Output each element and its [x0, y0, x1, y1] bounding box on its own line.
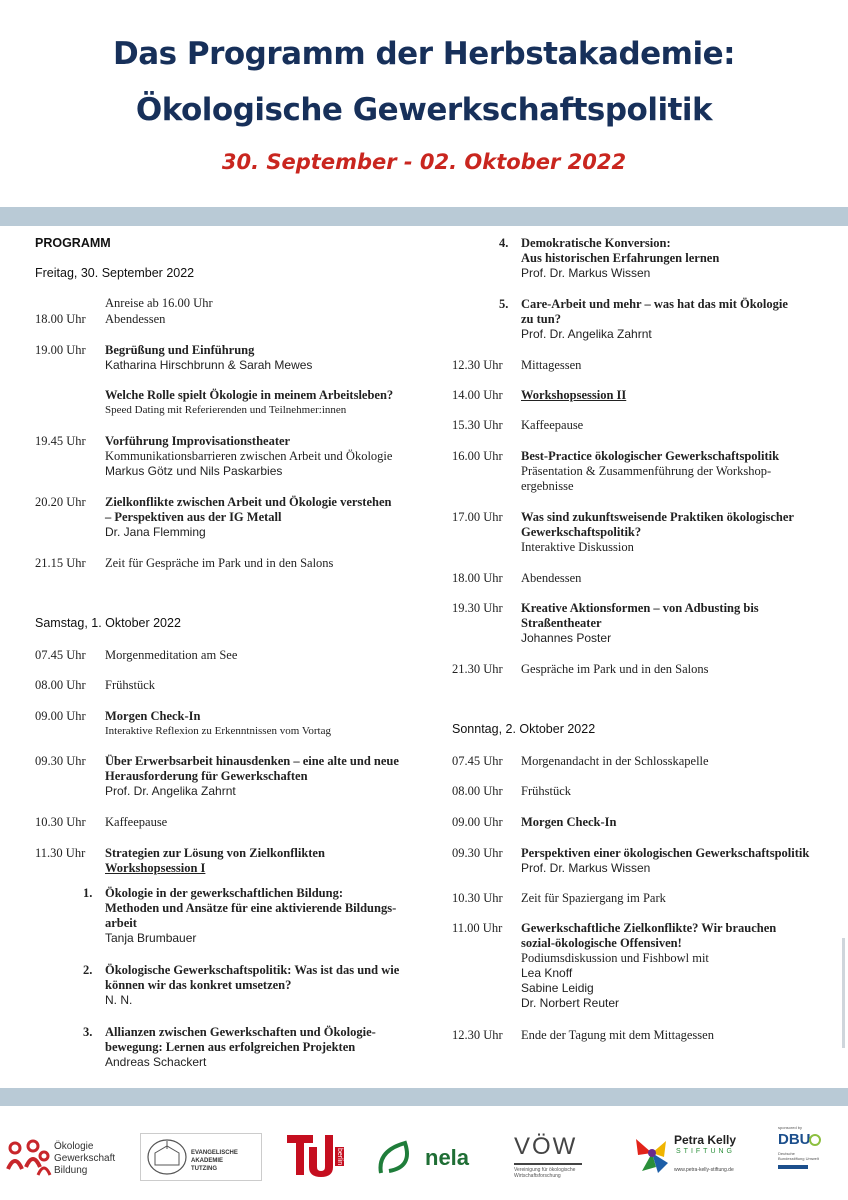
friday-arrival: Anreise ab 16.00 Uhr [105, 296, 213, 310]
day-heading-saturday: Samstag, 1. Oktober 2022 [35, 616, 181, 630]
schedule-row: 08.00 Uhr Frühstück [35, 678, 155, 692]
logo-oekologie-gewerkschaft-bildung: Ökologie Gewerkschaft Bildung [6, 1139, 126, 1179]
event-date: 30. September - 02. Oktober 2022 [221, 150, 627, 174]
title-line-1: Das Programm der Herbstakademie: [112, 36, 736, 72]
tu-logo-icon [285, 1133, 335, 1177]
schedule-row: 10.30 Uhr Zeit für Spaziergang im Park [452, 891, 666, 905]
sponsor-logos [0, 1125, 848, 1185]
workshop-item: 5. Care-Arbeit und mehr – was hat das mit Ökologie zu tun? Prof. Dr. Angelika Zahrnt [499, 297, 788, 341]
schedule-row: 09.00 Uhr Morgen Check-In [452, 815, 617, 829]
schedule-row: 09.30 Uhr Über Erwerbsarbeit hinausdenken – eine alte und neue Herausforderung für Gewerkschaften Prof. Dr. Angelika Zahrnt [35, 754, 399, 798]
schedule-row: 15.30 Uhr Kaffeepause [452, 418, 584, 432]
logo-petra-kelly-stiftung: Petra Kelly STIFTUNG www.petra-kelly-stiftung.de [632, 1129, 747, 1183]
logo-tu-berlin: berlin [285, 1133, 350, 1181]
workshop-item: 2. Ökologische Gewerkschaftspolitik: Was ist das und wie können wir das konkret umsetzen? N. N. [83, 963, 400, 1007]
scroll-marker [842, 938, 845, 1048]
schedule-row: 18.00 Uhr Abendessen [35, 312, 166, 326]
schedule-row: 12.30 Uhr Mittagessen [452, 358, 582, 372]
dbu-bar [778, 1165, 808, 1169]
logo-evangelische-akademie-tutzing: EVANGELISCHE AKADEMIE TUTZING [140, 1133, 262, 1181]
schedule-row: 18.00 Uhr Abendessen [452, 571, 582, 585]
schedule-row: 12.30 Uhr Ende der Tagung mit dem Mittagessen [452, 1028, 714, 1042]
program-heading: PROGRAMM [35, 236, 111, 250]
logo-voew: VÖW Vereinigung für ökologische Wirtschaftsforschung [510, 1133, 590, 1181]
sunflower-icon [632, 1133, 672, 1177]
day-heading-sunday: Sonntag, 2. Oktober 2022 [452, 722, 596, 736]
schedule-row: 11.30 Uhr Strategien zur Lösung von Zielkonflikten Workshopsession I [35, 846, 325, 875]
schedule-row: 07.45 Uhr Morgenandacht in der Schlosskapelle [452, 754, 709, 768]
schedule-row: 17.00 Uhr Was sind zukunftsweisende Praktiken ökologischer Gewerkschaftspolitik? Interaktive Diskussion [452, 510, 794, 554]
people-icon [6, 1139, 52, 1179]
schedule-row: 21.15 Uhr Zeit für Gespräche im Park und in den Salons [35, 556, 334, 570]
schedule-row: 11.00 Uhr Gewerkschaftliche Zielkonflikte? Wir brauchen sozial-ökologische Offensiven! Podiumsdiskussion und Fishbowl mit Lea Knoff Sabine Leidig Dr. Norbert Reuter [452, 921, 777, 1010]
building-icon [145, 1137, 189, 1177]
schedule-row: 19.30 Uhr Kreative Aktionsformen – von Adbusting bis Straßentheater Johannes Poster [452, 601, 759, 645]
workshop-item: 1. Ökologie in der gewerkschaftlichen Bildung: Methoden und Ansätze für eine aktivierende Bildungs- arbeit Tanja Brumbauer [83, 886, 397, 945]
schedule-row: 21.30 Uhr Gespräche im Park und in den Salons [452, 662, 709, 676]
schedule-row: 14.00 Uhr Workshopsession II [452, 388, 627, 402]
schedule-row: 09.00 Uhr Morgen Check-In Interaktive Reflexion zu Erkenntnissen vom Vortag [35, 709, 331, 737]
day-heading-friday: Freitag, 30. September 2022 [35, 266, 195, 280]
title-line-2: Ökologische Gewerkschaftspolitik [135, 92, 713, 128]
schedule-row: 07.45 Uhr Morgenmeditation am See [35, 648, 238, 662]
workshop-item: 4. Demokratische Konversion: Aus historischen Erfahrungen lernen Prof. Dr. Markus Wissen [499, 236, 720, 280]
dbu-circle-icon [808, 1133, 822, 1147]
bottom-band [0, 1088, 848, 1106]
workshop-item: 3. Allianzen zwischen Gewerkschaften und Ökologie- bewegung: Lernen aus erfolgreichen Projekten Andreas Schackert [83, 1025, 376, 1069]
voew-underline [514, 1163, 582, 1165]
top-band [0, 207, 848, 226]
schedule-row: 20.20 Uhr Zielkonflikte zwischen Arbeit und Ökologie verstehen – Perspektiven aus der IG Metall Dr. Jana Flemming [35, 495, 392, 539]
logo-dbu: sponsored by DBU Deutsche Bundesstiftung Umwelt [774, 1125, 824, 1183]
schedule-row: 09.30 Uhr Perspektiven einer ökologischen Gewerkschaftspolitik Prof. Dr. Markus Wissen [452, 846, 810, 875]
schedule-row: 10.30 Uhr Kaffeepause [35, 815, 168, 829]
schedule-row: 16.00 Uhr Best-Practice ökologischer Gewerkschaftspolitik Präsentation & Zusammenführung der Workshop- ergebnisse [452, 449, 780, 493]
schedule-row: 08.00 Uhr Frühstück [452, 784, 571, 798]
logo-nela: nela [375, 1137, 485, 1177]
leaf-icon [375, 1137, 419, 1177]
schedule-row: Welche Rolle spielt Ökologie in meinem Arbeitsleben? Speed Dating mit Referierenden und Teilnehmer:innen [105, 388, 394, 416]
schedule-row: 19.45 Uhr Vorführung Improvisationstheater Kommunikationsbarrieren zwischen Arbeit und Ökologie Markus Götz und Nils Paskarbies [35, 434, 393, 478]
schedule-row: 19.00 Uhr Begrüßung und Einführung Katharina Hirschbrunn & Sarah Mewes [35, 343, 313, 372]
